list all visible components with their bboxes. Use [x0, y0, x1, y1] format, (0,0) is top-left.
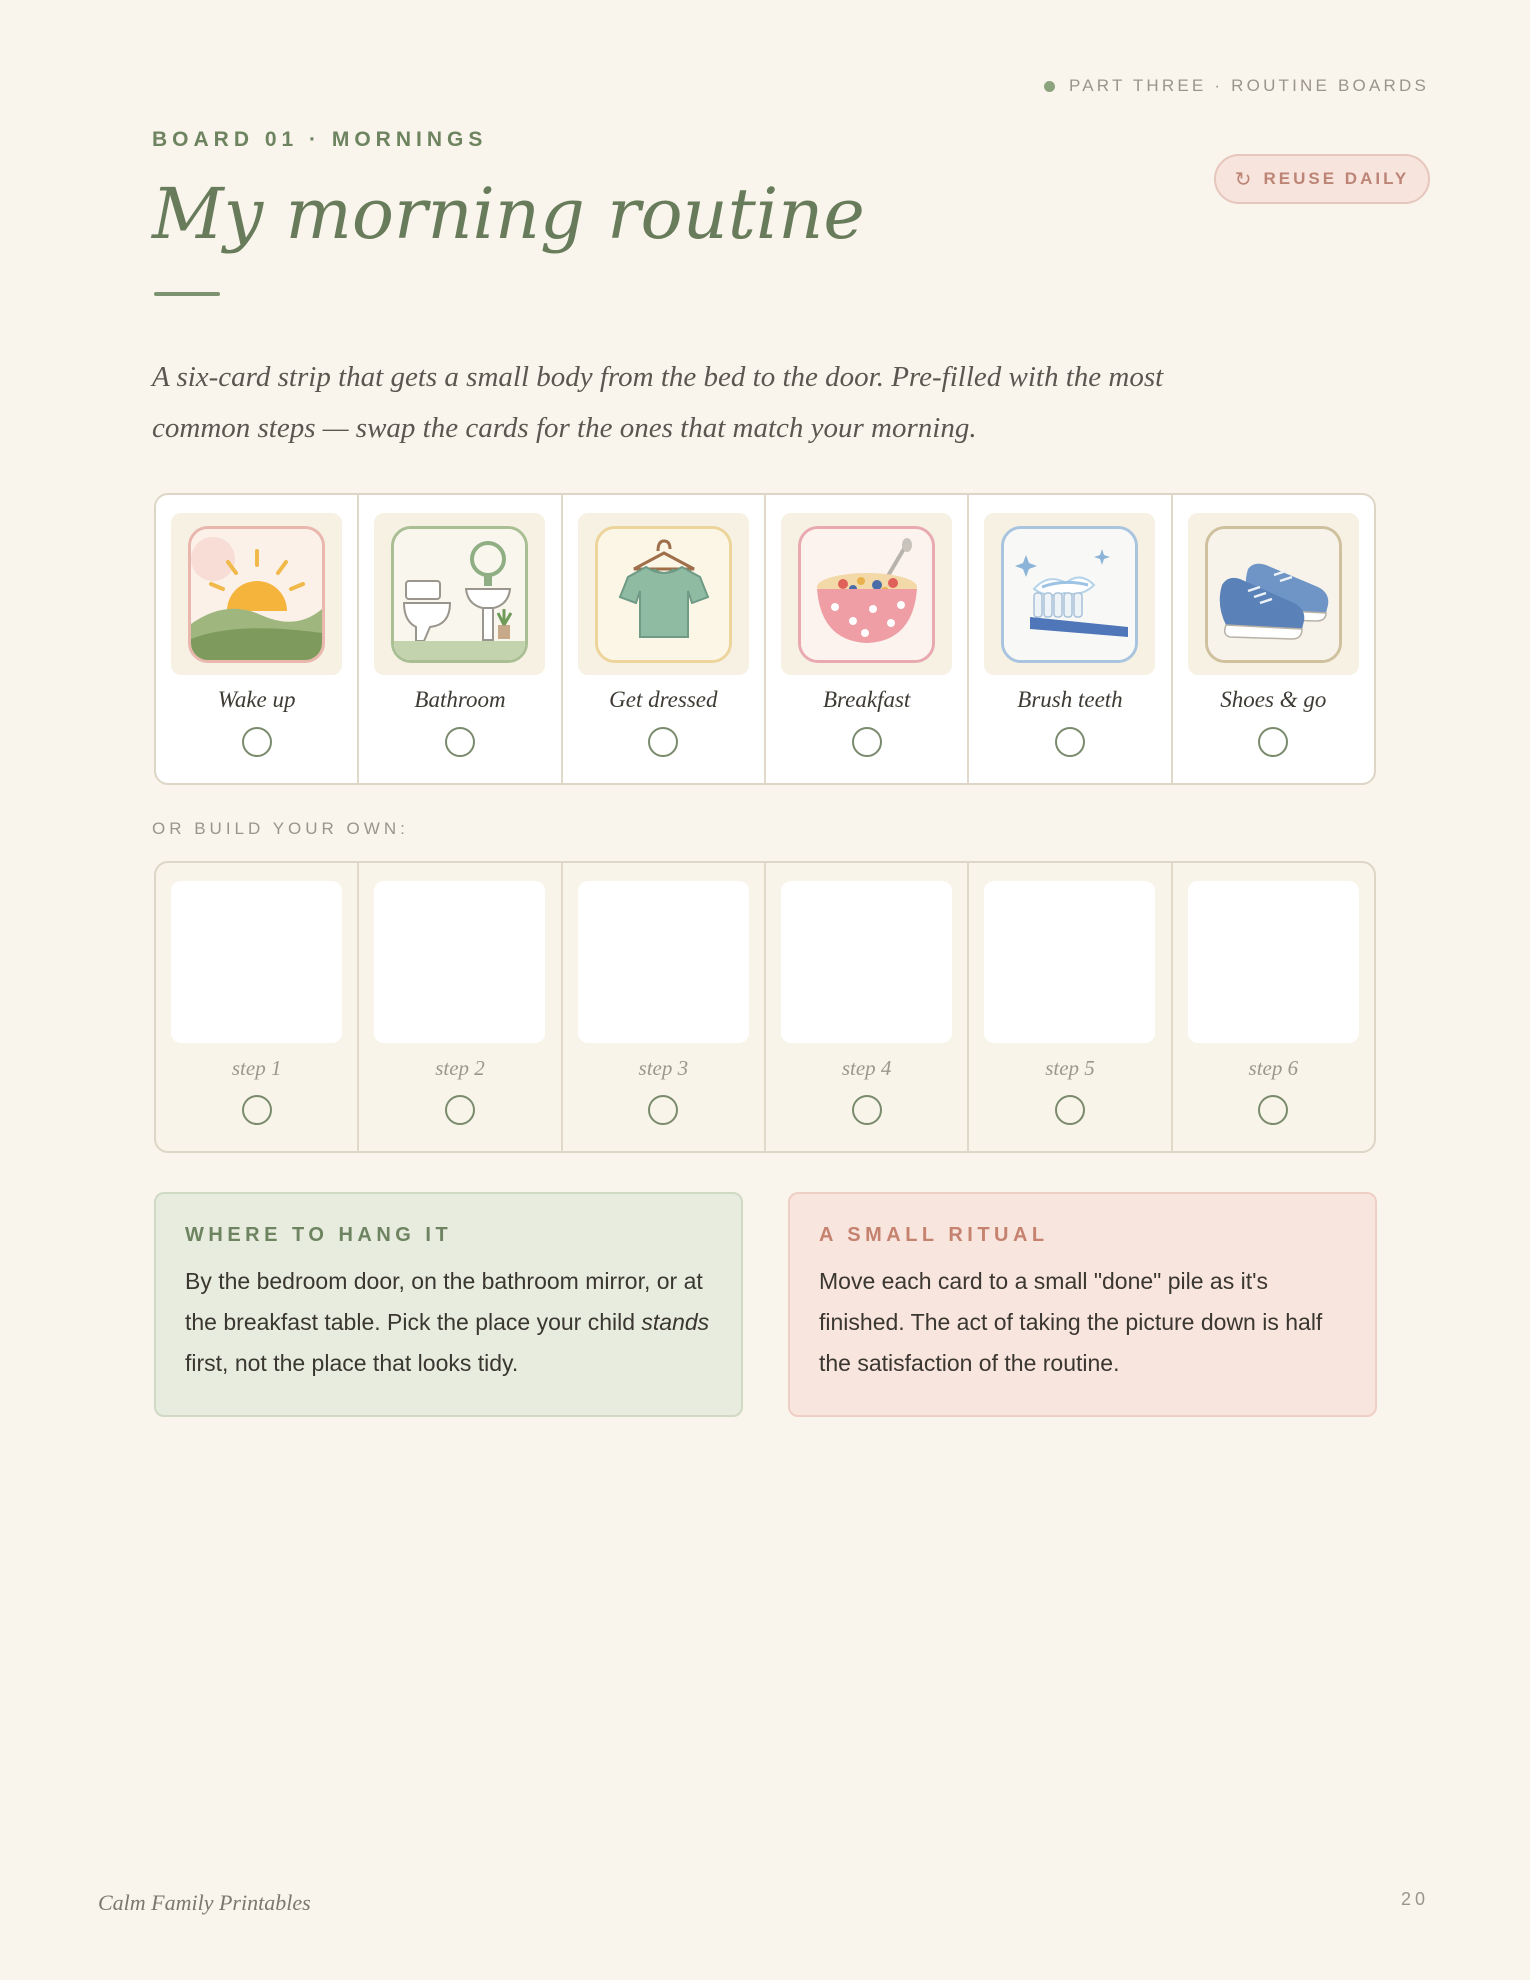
card-label: Bathroom — [414, 687, 506, 712]
intro-paragraph: A six-card strip that gets a small body from the bed to the door. Pre-filled with the most common steps — swap the cards for the ones that match your morning. — [152, 361, 1164, 444]
blank-picture-slot[interactable] — [781, 881, 952, 1043]
card-label: Shoes & go — [1220, 687, 1327, 712]
note-title: WHERE TO HANG IT — [185, 1224, 453, 1246]
step-label: step 1 — [231, 1056, 282, 1080]
checkbox-circle[interactable] — [445, 1095, 475, 1125]
card-picture — [374, 513, 545, 675]
routine-card-strip — [154, 493, 1376, 785]
section-tag — [1044, 76, 1429, 96]
routine-card[interactable] — [766, 495, 969, 783]
checkbox-circle[interactable] — [1258, 727, 1288, 757]
checkbox-circle[interactable] — [1258, 1095, 1288, 1125]
card-picture — [171, 513, 342, 675]
routine-card[interactable] — [563, 495, 766, 783]
checkbox-circle[interactable] — [648, 727, 678, 757]
tshirt-hanger-icon — [595, 526, 732, 663]
checkbox-circle[interactable] — [648, 1095, 678, 1125]
blank-step-card[interactable] — [1173, 863, 1374, 1151]
toothbrush-icon — [1001, 526, 1138, 663]
checkbox-circle[interactable] — [852, 727, 882, 757]
checkbox-circle[interactable] — [1055, 727, 1085, 757]
blank-picture-slot[interactable] — [578, 881, 749, 1043]
checkbox-circle[interactable] — [242, 727, 272, 757]
note-body: By the bedroom door, on the bathroom mirror, or at the breakfast table. Pick the place your child stands first, not the place that looks tidy. — [185, 1268, 710, 1376]
small-ritual-note — [788, 1192, 1377, 1417]
routine-card[interactable] — [1173, 495, 1374, 783]
page-title: My morning routine — [152, 173, 865, 255]
toilet-sink-icon — [391, 526, 528, 663]
checkbox-circle[interactable] — [852, 1095, 882, 1125]
card-label: Wake up — [217, 687, 296, 712]
checkbox-circle[interactable] — [1055, 1095, 1085, 1125]
card-picture — [578, 513, 749, 675]
routine-card[interactable] — [156, 495, 359, 783]
step-label: step 2 — [435, 1056, 485, 1080]
blank-step-card[interactable] — [156, 863, 359, 1151]
card-label: Breakfast — [823, 687, 911, 712]
reuse-daily-button[interactable] — [1214, 154, 1430, 204]
checkbox-circle[interactable] — [242, 1095, 272, 1125]
note-body: Move each card to a small "done" pile as it's finished. The act of taking the picture down is half the satisfaction of the routine. — [819, 1268, 1323, 1376]
note-title: A SMALL RITUAL — [819, 1224, 1049, 1246]
step-label: step 5 — [1045, 1056, 1095, 1080]
card-label: Brush teeth — [1017, 687, 1123, 712]
card-label: Get dressed — [609, 687, 718, 712]
blank-step-card[interactable] — [766, 863, 969, 1151]
blank-step-card[interactable] — [969, 863, 1172, 1151]
blank-picture-slot[interactable] — [374, 881, 545, 1043]
step-label: step 3 — [638, 1056, 689, 1080]
rotate-arrow-icon: ↻ — [1234, 168, 1252, 191]
blank-step-card[interactable] — [563, 863, 766, 1151]
bullet-dot-icon — [1044, 81, 1055, 92]
board-eyebrow: BOARD 01 · MORNINGS — [152, 128, 488, 151]
reuse-daily-label: REUSE DAILY — [1263, 169, 1410, 188]
card-picture — [984, 513, 1155, 675]
footer-brand: Calm Family Printables — [98, 1890, 311, 1915]
checkbox-circle[interactable] — [445, 727, 475, 757]
cereal-bowl-icon — [798, 526, 935, 663]
page-number: 20 — [1400, 1889, 1429, 1909]
sneakers-icon — [1205, 526, 1342, 663]
blank-picture-slot[interactable] — [984, 881, 1155, 1043]
blank-picture-slot[interactable] — [1188, 881, 1359, 1043]
build-your-own-label: OR BUILD YOUR OWN: — [152, 819, 409, 838]
step-label: step 4 — [841, 1056, 892, 1080]
sunrise-icon — [188, 526, 325, 663]
title-underline — [154, 292, 220, 296]
step-label: step 6 — [1248, 1056, 1299, 1080]
section-tag-label: PART THREE · ROUTINE BOARDS — [1068, 76, 1429, 95]
routine-card[interactable] — [969, 495, 1172, 783]
blank-step-card[interactable] — [359, 863, 562, 1151]
emphasis-stands: stands — [641, 1309, 710, 1335]
blank-picture-slot[interactable] — [171, 881, 342, 1043]
card-picture — [1188, 513, 1359, 675]
blank-card-strip — [154, 861, 1376, 1153]
card-picture — [781, 513, 952, 675]
routine-card[interactable] — [359, 495, 562, 783]
where-to-hang-note — [154, 1192, 743, 1417]
